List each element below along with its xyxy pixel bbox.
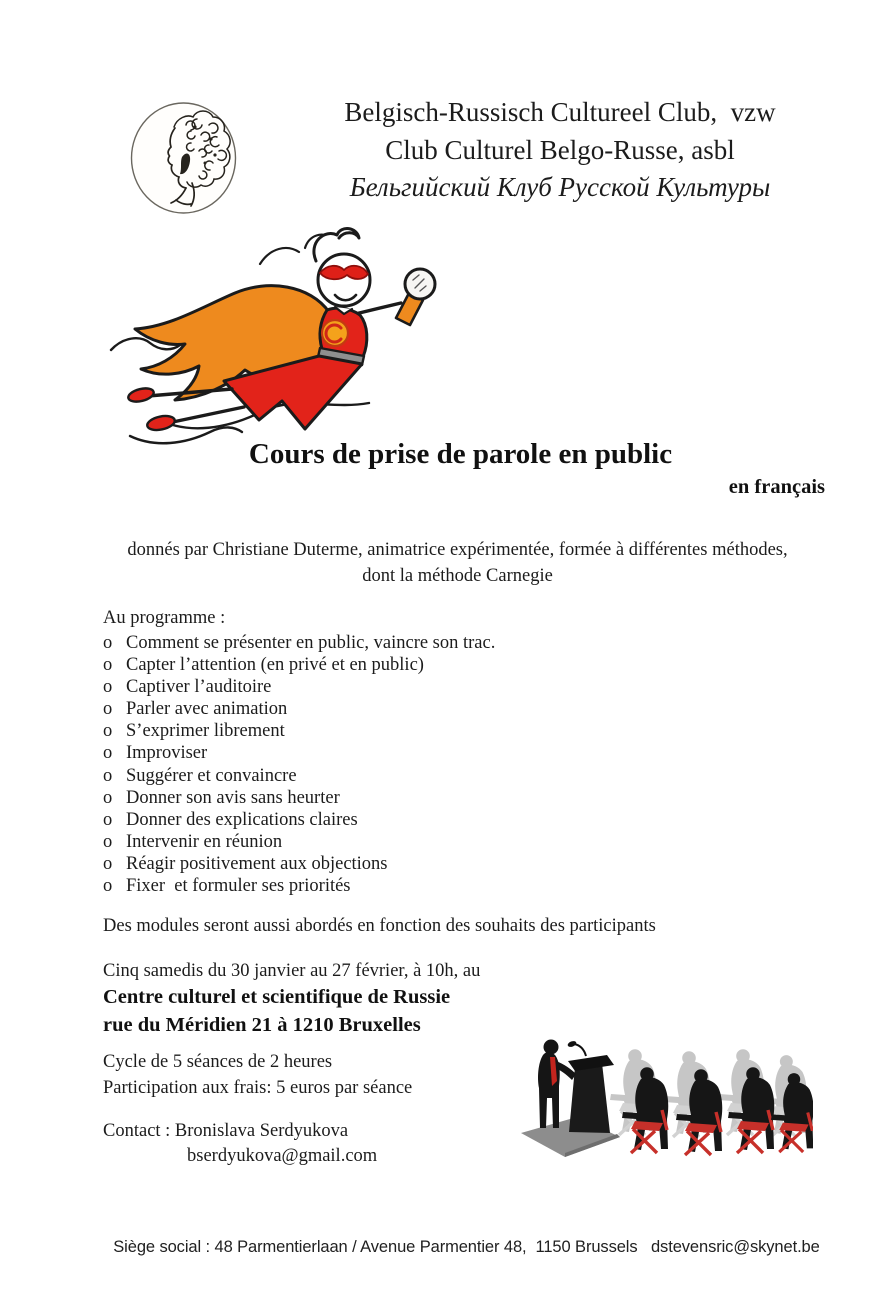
program-heading: Au programme :	[103, 608, 226, 628]
program-item-text: Fixer et formuler ses priorités	[126, 876, 351, 897]
intro-line2: dont la méthode Carnegie	[362, 566, 553, 586]
pushkin-portrait-logo-image	[129, 101, 238, 215]
program-item	[103, 632, 495, 654]
club-name-russian: Бельгийский Клуб Русской Культуры	[349, 172, 771, 202]
program-item-text: Improviser	[126, 743, 208, 764]
club-name-dutch: Belgisch-Russisch Cultureel Club, vzw	[344, 97, 776, 127]
program-item-text: Parler avec animation	[126, 699, 288, 720]
intro-block	[24, 537, 891, 589]
speaker-audience-clipart	[518, 1036, 813, 1158]
circle-bullet: o	[103, 633, 113, 653]
course-details	[103, 1050, 412, 1101]
program-item	[103, 787, 495, 809]
program-item	[103, 831, 495, 853]
program-item-text: Capter l’attention (en privé et en public)	[126, 655, 424, 676]
program-item	[103, 720, 495, 742]
program-item	[103, 875, 495, 897]
schedule-dates: Cinq samedis du 30 janvier au 27 février, à 10h, au	[103, 961, 481, 981]
club-name-french: Club Culturel Belgo-Russe, asbl	[385, 134, 735, 165]
microphone-icon	[405, 269, 435, 299]
venue-name: Centre culturel et scientifique de Russie	[103, 986, 451, 1008]
program-item-text: Donner son avis sans heurter	[126, 787, 340, 808]
intro-line1: donnés par Christiane Duterme, animatrice expérimentée, formée à différentes méthodes,	[127, 540, 788, 560]
program-item-text: Intervenir en réunion	[126, 831, 283, 852]
program-item	[103, 853, 495, 875]
program-item	[103, 809, 495, 831]
page-title: Cours de prise de parole en public	[248, 438, 673, 470]
language-note: en français	[728, 476, 825, 498]
speaker-silhouette	[538, 1040, 576, 1129]
program-section	[103, 607, 495, 897]
program-item-text: Suggérer et convaincre	[126, 765, 297, 786]
program-item-text: Réagir positivement aux objections	[126, 853, 388, 874]
circle-bullet: o	[103, 787, 113, 808]
circle-bullet: o	[103, 876, 113, 897]
circle-bullet: o	[103, 853, 113, 874]
superwoman-microphone-clipart	[108, 222, 460, 446]
program-item-text: Donner des explications claires	[126, 809, 358, 830]
program-list	[103, 632, 495, 897]
footer-registered-office: Siège social : 48 Parmentierlaan / Avenue Parmentier 48, 1150 Brussels dstevensric@skynet.be	[113, 1238, 820, 1256]
contact-name: Contact : Bronislava Serdyukova	[103, 1121, 349, 1141]
program-item	[103, 698, 495, 720]
modules-note: Des modules seront aussi abordés en fonction des souhaits des participants	[103, 916, 656, 936]
circle-bullet: o	[103, 699, 113, 720]
circle-bullet: o	[103, 765, 113, 786]
circle-bullet: o	[103, 831, 113, 852]
contact-email: bserdyukova@gmail.com	[187, 1145, 378, 1166]
program-item	[103, 654, 495, 676]
contact-section	[103, 1119, 377, 1168]
circle-bullet: o	[103, 721, 113, 742]
program-item	[103, 742, 495, 764]
program-item-text: S’exprimer librement	[126, 721, 285, 742]
club-name-block	[250, 94, 870, 207]
circle-bullet: o	[103, 677, 113, 698]
circle-bullet: o	[103, 743, 113, 764]
circle-bullet: o	[103, 655, 113, 676]
cycle-info: Cycle de 5 séances de 2 heures	[103, 1052, 333, 1072]
program-item	[103, 765, 495, 787]
program-item	[103, 676, 495, 698]
schedule-section	[103, 959, 480, 1039]
circle-bullet: o	[103, 809, 113, 830]
program-item-text: Comment se présenter en public, vaincre son trac.	[126, 633, 496, 653]
fee-info: Participation aux frais: 5 euros par séance	[103, 1077, 413, 1098]
venue-address: rue du Méridien 21 à 1210 Bruxelles	[103, 1014, 421, 1036]
program-item-text: Captiver l’auditoire	[126, 677, 272, 698]
